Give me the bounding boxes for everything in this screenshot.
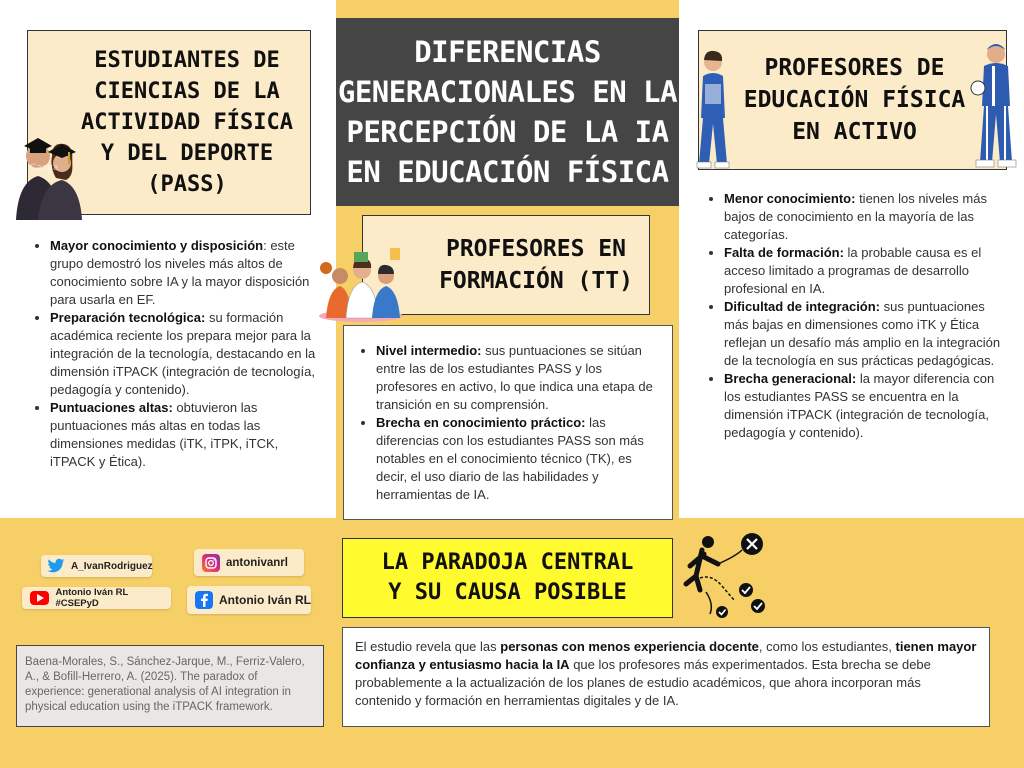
list-item: • Puntuaciones altas: obtuvieron las puntuaciones más altas en todas las dimensiones medidas (iTK, iTPK, iTCK, iTPACK y Ética). [50, 399, 318, 471]
citation-text: Baena-Morales, S., Sánchez-Jarque, M., Ferriz-Valero, A., & Bofill-Herrero, A. (2025). The paradox of experience: generational analysis of AI integration in physical education using the iTPACK framework. [25, 656, 305, 713]
facebook-icon [195, 591, 213, 609]
active-heading-card [698, 30, 1007, 170]
active-list [700, 190, 1005, 442]
pe-teacher-woman-illustration [693, 48, 735, 170]
list-item: • Brecha en conocimiento práctico: las diferencias con los estudiantes PASS son más notables en el conocimiento técnico (TK), es decir, el uso diario de las habilidades y herramientas de IA. [376, 414, 662, 504]
instagram-badge[interactable] [194, 549, 304, 576]
tt-heading: PROFESORES EN FORMACIÓN (TT) [439, 236, 633, 294]
youtube-icon [30, 591, 49, 605]
pass-list [26, 237, 318, 471]
active-list-container [700, 190, 1005, 442]
twitter-handle: A_IvanRodriguez [71, 560, 153, 572]
paradox-illustration [682, 530, 774, 620]
list-item: • Menor conocimiento: tienen los niveles más bajos de conocimiento en la mayoría de las categorías. [724, 190, 1005, 244]
pass-heading: ESTUDIANTES DE CIENCIAS DE LA ACTIVIDAD FÍSICA Y DEL DEPORTE (PASS) [81, 48, 293, 197]
canva-watermark: Canva [30, 163, 59, 173]
tt-list-box [343, 325, 673, 520]
summary-text-2: , como los estudiantes, [758, 639, 896, 654]
list-item: • Falta de formación: la probable causa es el acceso limitado a programas de desarrollo profesional en IA. [724, 244, 1005, 298]
main-title: DIFERENCIAS GENERACIONALES EN LA PERCEPCIÓN DE LA IA EN EDUCACIÓN FÍSICA [337, 35, 678, 189]
list-item: • Brecha generacional: la mayor diferencia con los estudiantes PASS se encuentra en la dimensión iTPACK (integración de tecnología, pedagogía y contenido). [724, 370, 1005, 442]
active-heading: PROFESORES DE EDUCACIÓN FÍSICA EN ACTIVO [743, 55, 966, 145]
youtube-handle: Antonio Iván RL #CSEPyD [55, 587, 129, 609]
paradox-heading-box [342, 538, 673, 618]
tt-list [352, 342, 662, 504]
summary-text-1: El estudio revela que las [355, 639, 501, 654]
twitter-icon [47, 557, 65, 575]
main-title-box [336, 18, 679, 206]
facebook-handle: Antonio Iván RL [219, 593, 311, 607]
list-item: • Mayor conocimiento y disposición: este grupo demostró los niveles más altos de conocimiento sobre IA y la mayor disposición para usarla en EF. [50, 237, 318, 309]
trainee-teachers-illustration [316, 238, 406, 322]
pass-list-container [26, 237, 318, 471]
summary-text-3: que los profesores más experimentados. Esta brecha se debe probablemente a la actualización de los planes de estudio académicos, que ahora incorporan más contenido y formación en herramientas digitales y de IA. [355, 657, 931, 708]
pe-teacher-man-illustration [970, 42, 1022, 170]
list-item: • Dificultad de integración: sus puntuaciones más bajas en dimensiones como iTK y Ética reflejan un desafío más amplio en la integración de la tecnología en sus prácticas pedagógicas. [724, 298, 1005, 370]
graduates-illustration [8, 112, 86, 220]
summary-box [342, 627, 990, 727]
twitter-badge[interactable] [41, 555, 152, 577]
list-item: • Nivel intermedio: sus puntuaciones se sitúan entre las de los estudiantes PASS y los profesores en activo, lo que indica una etapa de transición en su comprensión. [376, 342, 662, 414]
instagram-icon [202, 554, 220, 572]
list-item: • Preparación tecnológica: su formación académica reciente los prepara mejor para la integración de la tecnología, destacando en la dimensión iTPACK (integración de tecnología, pedagogía y contenido). [50, 309, 318, 399]
summary-bold-2: tienen mayor confianza y entusiasmo hacia la IA [355, 639, 977, 672]
citation-box [16, 645, 324, 727]
paradox-heading: LA PARADOJA CENTRAL Y SU CAUSA POSIBLE [381, 550, 634, 605]
facebook-badge[interactable] [187, 586, 311, 614]
youtube-badge[interactable] [22, 587, 171, 609]
summary-bold-1: personas con menos experiencia docente [500, 639, 759, 654]
instagram-handle: antonivanrl [226, 556, 288, 569]
